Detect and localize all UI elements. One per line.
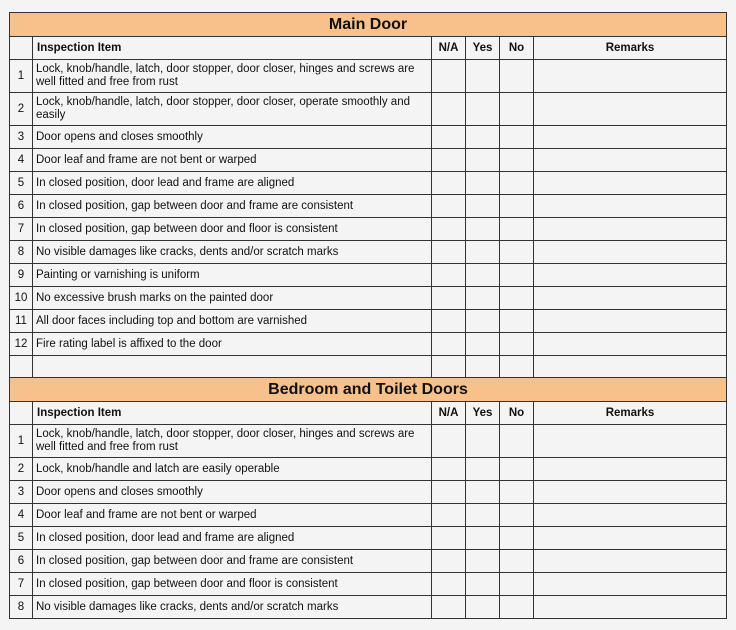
- row-number: 7: [10, 573, 33, 596]
- table-row: [10, 527, 727, 550]
- na-cell[interactable]: [432, 195, 466, 218]
- header-no: No: [500, 37, 534, 60]
- inspection-item: In closed position, gap between door and frame are consistent: [33, 195, 432, 218]
- inspection-item: Lock, knob/handle, latch, door stopper, door closer, hinges and screws are well fitted and free from rust: [33, 425, 432, 458]
- header-inspection-item: Inspection Item: [33, 37, 432, 60]
- header-row: [10, 402, 727, 425]
- remarks-cell[interactable]: [534, 218, 727, 241]
- yes-cell[interactable]: [466, 93, 500, 126]
- remarks-cell[interactable]: [534, 504, 727, 527]
- remarks-cell[interactable]: [534, 264, 727, 287]
- remarks-cell[interactable]: [534, 172, 727, 195]
- na-cell[interactable]: [432, 504, 466, 527]
- header-inspection-item: Inspection Item: [33, 402, 432, 425]
- remarks-cell[interactable]: [534, 550, 727, 573]
- inspection-item: In closed position, gap between door and floor is consistent: [33, 218, 432, 241]
- inspection-item: Lock, knob/handle, latch, door stopper, door closer, operate smoothly and easily: [33, 93, 432, 126]
- no-cell[interactable]: [500, 93, 534, 126]
- no-cell[interactable]: [500, 527, 534, 550]
- na-cell[interactable]: [432, 264, 466, 287]
- row-number: [10, 356, 33, 378]
- row-number: 8: [10, 241, 33, 264]
- inspection-item: Door opens and closes smoothly: [33, 126, 432, 149]
- no-cell[interactable]: [500, 172, 534, 195]
- remarks-cell[interactable]: [534, 310, 727, 333]
- inspection-item: In closed position, door lead and frame are aligned: [33, 527, 432, 550]
- row-number: 4: [10, 504, 33, 527]
- inspection-item: Lock, knob/handle and latch are easily operable: [33, 458, 432, 481]
- inspection-item: Lock, knob/handle, latch, door stopper, door closer, hinges and screws are well fitted and free from rust: [33, 60, 432, 93]
- no-cell[interactable]: [500, 287, 534, 310]
- remarks-cell[interactable]: [534, 241, 727, 264]
- remarks-cell[interactable]: [534, 458, 727, 481]
- na-cell[interactable]: [432, 172, 466, 195]
- header-remarks: Remarks: [534, 402, 727, 425]
- yes-cell[interactable]: [466, 241, 500, 264]
- row-number: 6: [10, 550, 33, 573]
- remarks-cell[interactable]: [534, 481, 727, 504]
- table-row: [10, 149, 727, 172]
- row-number: 2: [10, 458, 33, 481]
- remarks-cell[interactable]: [534, 425, 727, 458]
- na-cell[interactable]: [432, 356, 466, 378]
- row-number: 12: [10, 333, 33, 356]
- remarks-cell[interactable]: [534, 60, 727, 93]
- table-row: [10, 425, 727, 458]
- no-cell[interactable]: [500, 60, 534, 93]
- no-cell[interactable]: [500, 195, 534, 218]
- yes-cell[interactable]: [466, 481, 500, 504]
- checklist-sheet: [9, 12, 726, 619]
- row-number: 7: [10, 218, 33, 241]
- table-row: [10, 264, 727, 287]
- na-cell[interactable]: [432, 527, 466, 550]
- no-cell[interactable]: [500, 596, 534, 619]
- checklist-table: [9, 12, 727, 619]
- yes-cell[interactable]: [466, 264, 500, 287]
- na-cell[interactable]: [432, 596, 466, 619]
- yes-cell[interactable]: [466, 573, 500, 596]
- header-yes: Yes: [466, 402, 500, 425]
- na-cell[interactable]: [432, 458, 466, 481]
- row-number: 8: [10, 596, 33, 619]
- no-cell[interactable]: [500, 425, 534, 458]
- section-title: Main Door: [10, 13, 727, 37]
- remarks-cell[interactable]: [534, 93, 727, 126]
- table-row: [10, 93, 727, 126]
- na-cell[interactable]: [432, 310, 466, 333]
- table-row: [10, 573, 727, 596]
- table-row: [10, 458, 727, 481]
- na-cell[interactable]: [432, 218, 466, 241]
- remarks-cell[interactable]: [534, 596, 727, 619]
- table-row: [10, 60, 727, 93]
- row-number: 1: [10, 425, 33, 458]
- remarks-cell[interactable]: [534, 126, 727, 149]
- inspection-item: Door leaf and frame are not bent or warped: [33, 504, 432, 527]
- row-number: 4: [10, 149, 33, 172]
- inspection-item: All door faces including top and bottom are varnished: [33, 310, 432, 333]
- table-row: [10, 550, 727, 573]
- yes-cell[interactable]: [466, 596, 500, 619]
- table-row: [10, 310, 727, 333]
- row-number: 3: [10, 481, 33, 504]
- na-cell[interactable]: [432, 481, 466, 504]
- row-number: 10: [10, 287, 33, 310]
- table-row: [10, 195, 727, 218]
- section-title: Bedroom and Toilet Doors: [10, 378, 727, 402]
- table-row: [10, 356, 727, 378]
- header-na: N/A: [432, 37, 466, 60]
- inspection-item: Fire rating label is affixed to the door: [33, 333, 432, 356]
- na-cell[interactable]: [432, 333, 466, 356]
- remarks-cell[interactable]: [534, 573, 727, 596]
- inspection-item: In closed position, gap between door and floor is consistent: [33, 573, 432, 596]
- no-cell[interactable]: [500, 264, 534, 287]
- yes-cell[interactable]: [466, 172, 500, 195]
- no-cell[interactable]: [500, 218, 534, 241]
- remarks-cell[interactable]: [534, 356, 727, 378]
- yes-cell[interactable]: [466, 550, 500, 573]
- row-number: 3: [10, 126, 33, 149]
- table-row: [10, 333, 727, 356]
- row-number: 2: [10, 93, 33, 126]
- row-number: 9: [10, 264, 33, 287]
- yes-cell[interactable]: [466, 310, 500, 333]
- table-row: [10, 172, 727, 195]
- inspection-item: Painting or varnishing is uniform: [33, 264, 432, 287]
- header-no: No: [500, 402, 534, 425]
- section-title-row: [10, 13, 727, 37]
- header-row: [10, 37, 727, 60]
- table-row: [10, 218, 727, 241]
- remarks-cell[interactable]: [534, 287, 727, 310]
- no-cell[interactable]: [500, 504, 534, 527]
- inspection-item: No excessive brush marks on the painted door: [33, 287, 432, 310]
- no-cell[interactable]: [500, 310, 534, 333]
- inspection-item: In closed position, door lead and frame are aligned: [33, 172, 432, 195]
- na-cell[interactable]: [432, 60, 466, 93]
- row-number: 1: [10, 60, 33, 93]
- yes-cell[interactable]: [466, 195, 500, 218]
- yes-cell[interactable]: [466, 504, 500, 527]
- na-cell[interactable]: [432, 550, 466, 573]
- yes-cell[interactable]: [466, 356, 500, 378]
- header-yes: Yes: [466, 37, 500, 60]
- inspection-item: [33, 356, 432, 378]
- no-cell[interactable]: [500, 356, 534, 378]
- inspection-item: No visible damages like cracks, dents and/or scratch marks: [33, 241, 432, 264]
- na-cell[interactable]: [432, 93, 466, 126]
- table-row: [10, 481, 727, 504]
- row-number: 6: [10, 195, 33, 218]
- na-cell[interactable]: [432, 241, 466, 264]
- yes-cell[interactable]: [466, 218, 500, 241]
- yes-cell[interactable]: [466, 425, 500, 458]
- remarks-cell[interactable]: [534, 195, 727, 218]
- header-remarks: Remarks: [534, 37, 727, 60]
- table-row: [10, 241, 727, 264]
- remarks-cell[interactable]: [534, 333, 727, 356]
- no-cell[interactable]: [500, 241, 534, 264]
- no-cell[interactable]: [500, 333, 534, 356]
- no-cell[interactable]: [500, 126, 534, 149]
- yes-cell[interactable]: [466, 333, 500, 356]
- inspection-item: In closed position, gap between door and frame are consistent: [33, 550, 432, 573]
- yes-cell[interactable]: [466, 126, 500, 149]
- row-number: 5: [10, 172, 33, 195]
- header-num: [10, 37, 33, 60]
- remarks-cell[interactable]: [534, 527, 727, 550]
- no-cell[interactable]: [500, 481, 534, 504]
- inspection-item: No visible damages like cracks, dents and/or scratch marks: [33, 596, 432, 619]
- yes-cell[interactable]: [466, 458, 500, 481]
- inspection-item: Door leaf and frame are not bent or warped: [33, 149, 432, 172]
- no-cell[interactable]: [500, 550, 534, 573]
- header-na: N/A: [432, 402, 466, 425]
- table-row: [10, 287, 727, 310]
- na-cell[interactable]: [432, 425, 466, 458]
- table-row: [10, 596, 727, 619]
- row-number: 5: [10, 527, 33, 550]
- na-cell[interactable]: [432, 573, 466, 596]
- no-cell[interactable]: [500, 458, 534, 481]
- section-title-row: [10, 378, 727, 402]
- inspection-item: Door opens and closes smoothly: [33, 481, 432, 504]
- table-row: [10, 126, 727, 149]
- no-cell[interactable]: [500, 573, 534, 596]
- header-num: [10, 402, 33, 425]
- na-cell[interactable]: [432, 287, 466, 310]
- yes-cell[interactable]: [466, 149, 500, 172]
- yes-cell[interactable]: [466, 287, 500, 310]
- na-cell[interactable]: [432, 126, 466, 149]
- yes-cell[interactable]: [466, 527, 500, 550]
- row-number: 11: [10, 310, 33, 333]
- na-cell[interactable]: [432, 149, 466, 172]
- yes-cell[interactable]: [466, 60, 500, 93]
- table-row: [10, 504, 727, 527]
- remarks-cell[interactable]: [534, 149, 727, 172]
- no-cell[interactable]: [500, 149, 534, 172]
